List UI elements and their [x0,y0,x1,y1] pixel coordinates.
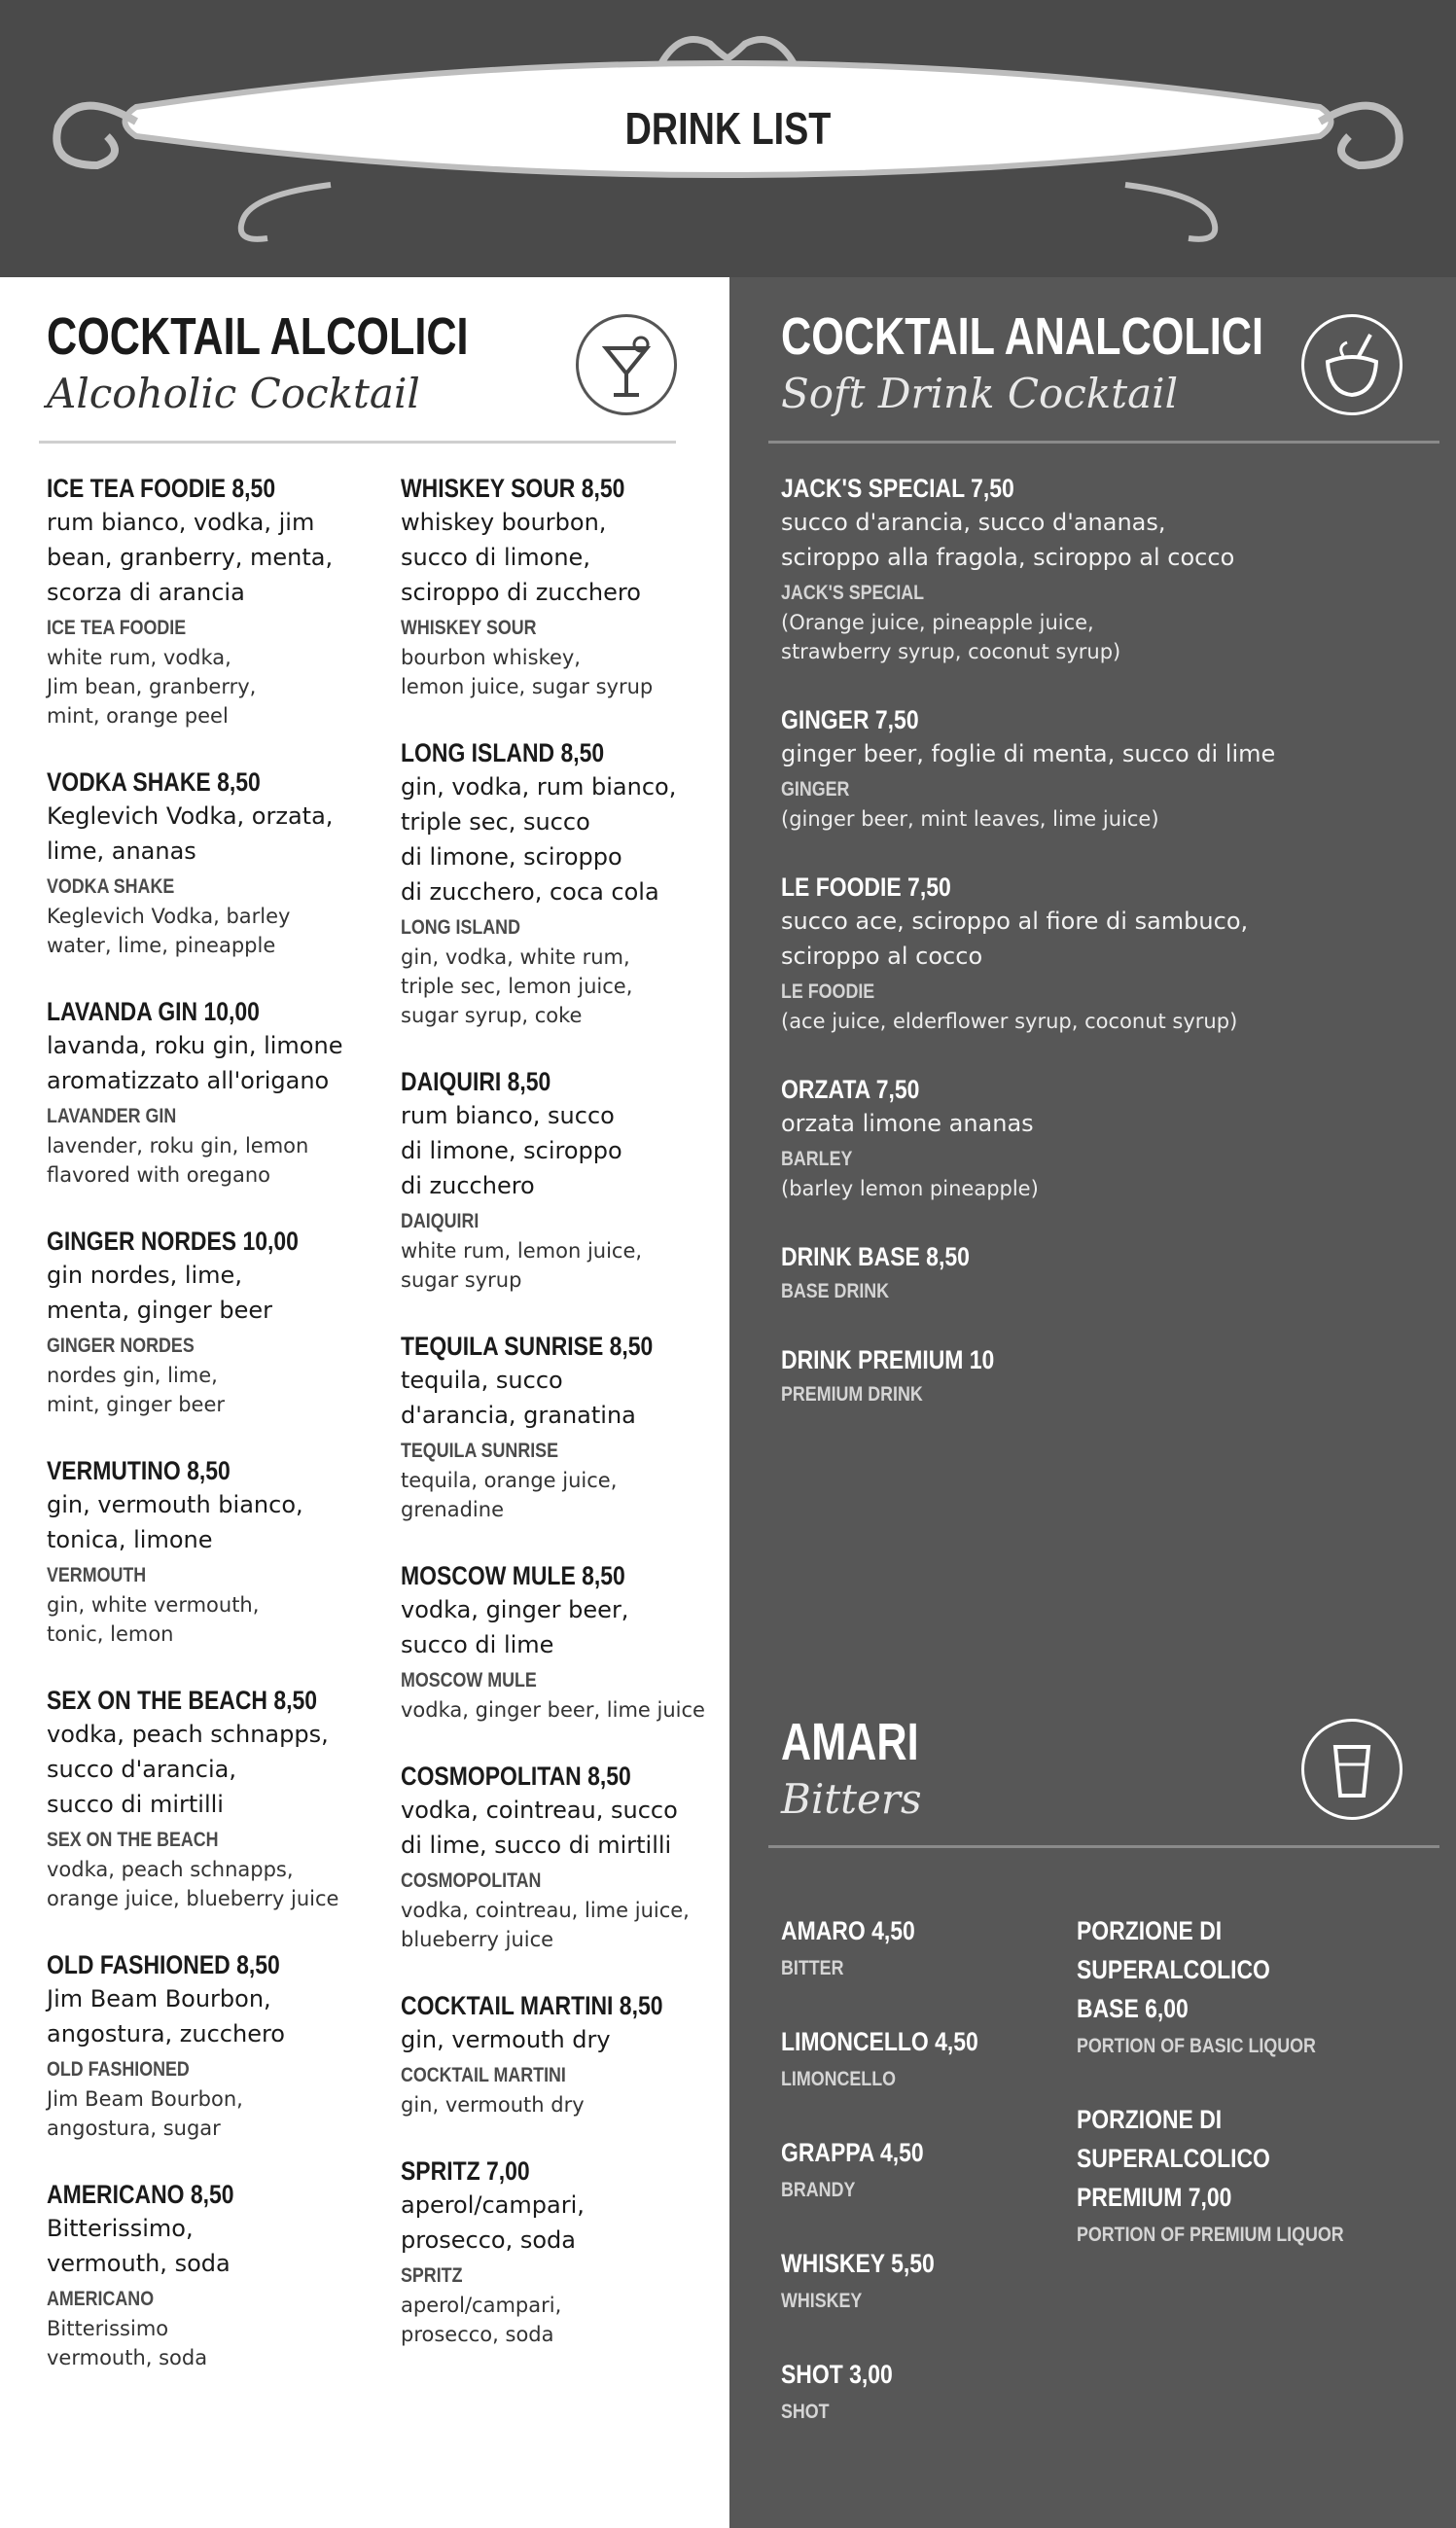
item-english-name: GINGER NORDES [47,1335,195,1357]
item-description: Bitterissimo, vermouth, soda [47,2215,231,2277]
item-english-description: tequila, orange juice, grenadine [401,1469,618,1521]
alcoholic-column-2 [401,472,731,2384]
item-english-name: COSMOPOLITAN [401,1869,542,1892]
menu-item [401,1065,731,1295]
item-name: JACK'S SPECIAL 7,50 [781,474,1014,503]
menu-item [781,1911,1053,1983]
section-divider [39,441,676,444]
menu-item [781,2022,1053,2094]
item-english-description: white rum, lemon juice, sugar syrup [401,1239,643,1292]
item-english-description: Jim Beam Bourbon, angostura, sugar [47,2087,243,2140]
item-english-description: gin, white vermouth, tonic, lemon [47,1593,260,1646]
item-english-name: LONG ISLAND [401,916,520,939]
menu-item [47,1684,387,1913]
item-english-name: SPRITZ [401,2264,463,2287]
shot-glass-icon [1301,1719,1403,1820]
item-name: GRAPPA 4,50 [781,2138,924,2167]
item-description: rum bianco, succo di limone, sciroppo di zucchero [401,1102,622,1199]
item-description: whiskey bourbon, succo di limone, sciroppo di zucchero [401,509,641,606]
menu-item [47,1948,387,2143]
item-english-name: VERMOUTH [47,1564,147,1586]
section-divider [768,441,1439,444]
item-english-name: BRANDY [781,2179,856,2201]
item-english-description: vodka, ginger beer, lime juice [401,1698,705,1722]
item-description: gin, vermouth dry [401,2026,611,2053]
item-english-description: gin, vermouth dry [401,2093,585,2117]
coconut-drink-icon [1301,314,1403,415]
item-english-name: BITTER [781,1957,844,1979]
item-english-name: BASE DRINK [781,1280,890,1302]
item-name: SHOT 3,00 [781,2360,893,2389]
menu-item [401,2154,731,2349]
header-band [0,0,1456,277]
item-name: VERMUTINO 8,50 [47,1456,231,1485]
item-description: vodka, cointreau, succo di lime, succo di mirtilli [401,1797,678,1859]
item-name: LONG ISLAND 8,50 [401,738,605,767]
item-english-name: ICE TEA FOODIE [47,617,187,639]
amari-subtitle: Bitters [781,1775,922,1823]
item-description: Jim Beam Bourbon, angostura, zucchero [47,1985,285,2047]
menu-item [1077,2100,1437,2250]
menu-item [781,2355,1053,2427]
item-name: ORZATA 7,50 [781,1075,920,1104]
item-name: WHISKEY SOUR 8,50 [401,474,625,503]
item-english-description: lavender, roku gin, lemon flavored with oregano [47,1134,309,1187]
menu-item [781,1240,1442,1306]
menu-item [401,736,731,1030]
item-english-name: PORTION OF PREMIUM LIQUOR [1077,2224,1344,2246]
menu-item [401,1559,731,1725]
menu-item [47,766,387,960]
item-name: GINGER 7,50 [781,705,919,734]
item-description: lavanda, roku gin, limone aromatizzato all'origano [47,1032,343,1094]
item-english-name: WHISKEY [781,2290,863,2312]
item-description: gin, vodka, rum bianco, triple sec, succo di limone, sciroppo di zucchero, coca cola [401,773,677,906]
item-name: TEQUILA SUNRISE 8,50 [401,1332,654,1361]
item-english-name: COCKTAIL MARTINI [401,2064,566,2086]
item-name: LAVANDA GIN 10,00 [47,997,260,1026]
menu-item [401,1760,731,1954]
item-name: AMERICANO 8,50 [47,2180,234,2209]
item-name: SPRITZ 7,00 [401,2156,530,2186]
item-english-name: GINGER [781,778,850,801]
menu-item [781,703,1442,834]
item-english-name: DAIQUIRI [401,1210,479,1232]
menu-item [401,1989,731,2119]
item-name: DAIQUIRI 8,50 [401,1067,551,1096]
item-name: LE FOODIE 7,50 [781,872,951,902]
menu-item [781,2133,1053,2205]
menu-item [401,472,731,701]
item-description: rum bianco, vodka, jim bean, granberry, menta, scorza di arancia [47,509,334,606]
item-english-name: BARLEY [781,1148,853,1170]
item-name: VODKA SHAKE 8,50 [47,767,261,797]
item-english-name: MOSCOW MULE [401,1669,537,1691]
menu-item [47,1454,387,1649]
item-name: COCKTAIL MARTINI 8,50 [401,1991,663,2020]
item-description: Keglevich Vodka, orzata, lime, ananas [47,802,334,865]
section-subtitle: Alcoholic Cocktail [47,370,420,417]
item-english-name: AMERICANO [47,2288,155,2310]
item-name: PORZIONE DI SUPERALCOLICO PREMIUM 7,00 [1077,2105,1270,2212]
item-name: OLD FASHIONED 8,50 [47,1950,280,1979]
item-description: succo ace, sciroppo al fiore di sambuco, sciroppo al cocco [781,908,1249,970]
item-english-name: WHISKEY SOUR [401,617,537,639]
section-subtitle: Soft Drink Cocktail [781,370,1179,417]
menu-item [781,472,1442,666]
item-english-name: SHOT [781,2401,830,2423]
alcoholic-column-1 [47,472,387,2407]
item-description: gin nordes, lime, menta, ginger beer [47,1262,272,1324]
item-description: aperol/campari, prosecco, soda [401,2191,585,2254]
item-name: LIMONCELLO 4,50 [781,2027,978,2056]
amari-column-2 [1077,1911,1437,2289]
menu-item [781,871,1442,1036]
item-name: ICE TEA FOODIE 8,50 [47,474,276,503]
item-english-description: vodka, cointreau, lime juice, blueberry juice [401,1899,690,1951]
amari-divider [768,1845,1439,1848]
soft-drink-section [729,277,1456,2528]
item-english-name: OLD FASHIONED [47,2058,190,2081]
item-name: PORZIONE DI SUPERALCOLICO BASE 6,00 [1077,1916,1270,2023]
item-english-description: vodka, peach schnapps, orange juice, blueberry juice [47,1858,339,1910]
item-english-name: LAVANDER GIN [47,1105,177,1127]
item-english-description: Bitterissimo vermouth, soda [47,2317,208,2369]
menu-item [401,1330,731,1524]
amari-column-1 [781,1911,1053,2466]
item-description: gin, vermouth bianco, tonica, limone [47,1491,303,1553]
menu-item [47,995,387,1190]
item-english-description: bourbon whiskey, lemon juice, sugar syrup [401,646,654,698]
item-english-description: white rum, vodka, Jim bean, granberry, mint, orange peel [47,646,257,728]
item-description: tequila, succo d'arancia, granatina [401,1367,636,1429]
item-english-name: TEQUILA SUNRISE [401,1440,558,1462]
menu-item [781,1073,1442,1203]
menu-item [47,1225,387,1419]
item-name: SEX ON THE BEACH 8,50 [47,1686,318,1715]
item-english-description: (ace juice, elderflower syrup, coconut syrup) [781,1010,1238,1033]
item-description: succo d'arancia, succo d'ananas, sciroppo alla fragola, sciroppo al cocco [781,509,1235,571]
item-name: COSMOPOLITAN 8,50 [401,1762,631,1791]
page-title: DRINK LIST [624,103,832,154]
alcoholic-section [0,277,729,2528]
item-english-name: PORTION OF BASIC LIQUOR [1077,2035,1316,2057]
item-name: DRINK PREMIUM 10 [781,1345,995,1374]
item-english-description: gin, vodka, white rum, triple sec, lemon juice, sugar syrup, coke [401,945,633,1027]
item-description: vodka, peach schnapps, succo d'arancia, succo di mirtilli [47,1721,329,1818]
amari-title: AMARI [781,1713,919,1771]
item-english-description: nordes gin, lime, mint, ginger beer [47,1364,226,1416]
item-english-description: (ginger beer, mint leaves, lime juice) [781,807,1159,831]
item-english-description: (Orange juice, pineapple juice, strawberry syrup, coconut syrup) [781,611,1121,663]
item-english-name: JACK'S SPECIAL [781,582,925,604]
item-name: WHISKEY 5,50 [781,2249,935,2278]
menu-item [47,2178,387,2372]
item-english-description: Keglevich Vodka, barley water, lime, pineapple [47,905,291,957]
item-english-description: aperol/campari, prosecco, soda [401,2294,562,2346]
menu-item [1077,1911,1437,2061]
soft-drink-list [781,472,1442,1446]
item-english-description: (barley lemon pineapple) [781,1177,1039,1200]
item-description: vodka, ginger beer, succo di lime [401,1596,629,1658]
item-english-name: VODKA SHAKE [47,875,175,898]
item-name: DRINK BASE 8,50 [781,1242,970,1271]
menu-item [47,472,387,730]
item-name: AMARO 4,50 [781,1916,915,1945]
item-english-name: LE FOODIE [781,980,875,1003]
menu-item [781,1343,1442,1409]
item-name: MOSCOW MULE 8,50 [401,1561,625,1590]
item-description: ginger beer, foglie di menta, succo di lime [781,740,1276,767]
item-english-name: PREMIUM DRINK [781,1383,923,1406]
section-title: COCKTAIL ALCOLICI [47,307,469,366]
item-english-name: LIMONCELLO [781,2068,897,2090]
item-english-name: SEX ON THE BEACH [47,1829,219,1851]
item-description: orzata limone ananas [781,1110,1034,1137]
item-name: GINGER NORDES 10,00 [47,1227,299,1256]
cocktail-glass-icon [576,314,677,415]
menu-item [781,2244,1053,2316]
section-title: COCKTAIL ANALCOLICI [781,307,1263,366]
